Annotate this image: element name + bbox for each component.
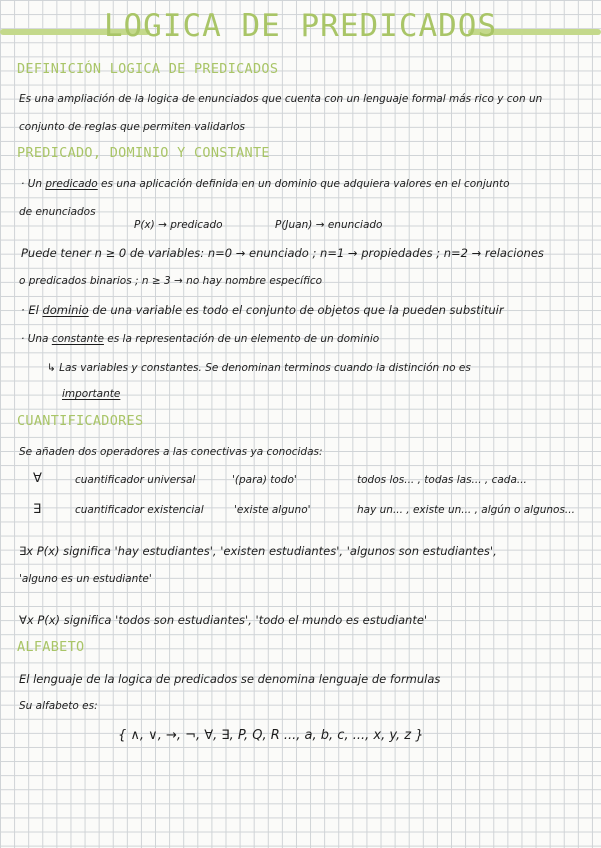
- alfabeto-line-1: El lenguaje de la logica de predicados se denomina lenguaje de formulas: [19, 672, 441, 686]
- predicado-bullet-line: [21, 178, 510, 190]
- constante-bullet-line: [21, 333, 379, 345]
- example-predicado: P(x) → predicado: [134, 219, 223, 231]
- terminos-line-2: importante: [62, 388, 121, 400]
- heading-alfabeto: ALFABETO: [17, 639, 85, 655]
- heading-predicado: PREDICADO, DOMINIO Y CONSTANTE: [17, 145, 270, 161]
- alfabeto-line-2: Su alfabeto es:: [19, 700, 98, 712]
- heading-cuantificadores: CUANTIFICADORES: [17, 413, 144, 429]
- existential-example-line-1: ∃x P(x) significa 'hay estudiantes', 'existen estudiantes', 'algunos son estudiantes',: [19, 544, 497, 558]
- constante-pre: Una: [27, 333, 49, 345]
- definicion-line-1: Es una ampliación de la logica de enunciados que cuenta con un lenguaje formal más rico y con un: [19, 93, 543, 105]
- bullet-dot: ·: [21, 303, 25, 317]
- predicado-term: predicado: [45, 178, 98, 190]
- heading-definicion: DEFINICIÓN LOGICA DE PREDICADOS: [17, 61, 279, 77]
- existential-name: cuantificador existencial: [75, 504, 204, 516]
- existential-symbol: ∃: [33, 502, 42, 517]
- example-enunciado: P(Juan) → enunciado: [275, 219, 383, 231]
- existential-example-line-2: 'alguno es un estudiante': [19, 573, 152, 585]
- universal-name: cuantificador universal: [75, 474, 196, 486]
- predicado-pre: Un: [27, 178, 43, 190]
- dominio-term: dominio: [42, 303, 89, 317]
- terminos-line-1: ↳ Las variables y constantes. Se denominan terminos cuando la distinción no es: [47, 362, 471, 374]
- predicado-line-2: de enunciados: [19, 206, 96, 218]
- universal-example: ∀x P(x) significa 'todos son estudiantes', 'todo el mundo es estudiante': [19, 613, 428, 627]
- variables-line-1: Puede tener n ≥ 0 de variables: n=0 → enunciado ; n=1 → propiedades ; n=2 → relaciones: [21, 246, 544, 260]
- dominio-pre: El: [28, 303, 39, 317]
- alfabeto-set: { ∧, ∨, →, ¬, ∀, ∃, P, Q, R ..., a, b, c, ..., x, y, z }: [118, 728, 424, 743]
- existential-reading: 'existe alguno': [234, 504, 311, 516]
- universal-symbol: ∀: [33, 471, 42, 486]
- constante-definition: es la representación de un elemento de un dominio: [107, 333, 380, 345]
- page-title: LOGICA DE PREDICADOS: [103, 8, 498, 44]
- dominio-definition: de una variable es todo el conjunto de objetos que la pueden substituir: [92, 303, 504, 317]
- variables-line-2: o predicados binarios ; n ≥ 3 → no hay nombre específico: [19, 275, 323, 287]
- definicion-line-2: conjunto de reglas que permiten validarlos: [19, 121, 246, 133]
- bullet-dot: ·: [21, 178, 25, 190]
- universal-examples: todos los... , todas las... , cada...: [357, 474, 527, 486]
- cuantificadores-intro: Se añaden dos operadores a las conectivas ya conocidas:: [19, 446, 323, 458]
- bullet-dot: ·: [21, 333, 25, 345]
- dominio-bullet-line: [21, 303, 504, 317]
- existential-examples: hay un... , existe un... , algún o algunos...: [357, 504, 575, 516]
- constante-term: constante: [51, 333, 104, 345]
- universal-reading: '(para) todo': [232, 474, 297, 486]
- predicado-definition: es una aplicación definida en un dominio que adquiera valores en el conjunto: [101, 178, 510, 190]
